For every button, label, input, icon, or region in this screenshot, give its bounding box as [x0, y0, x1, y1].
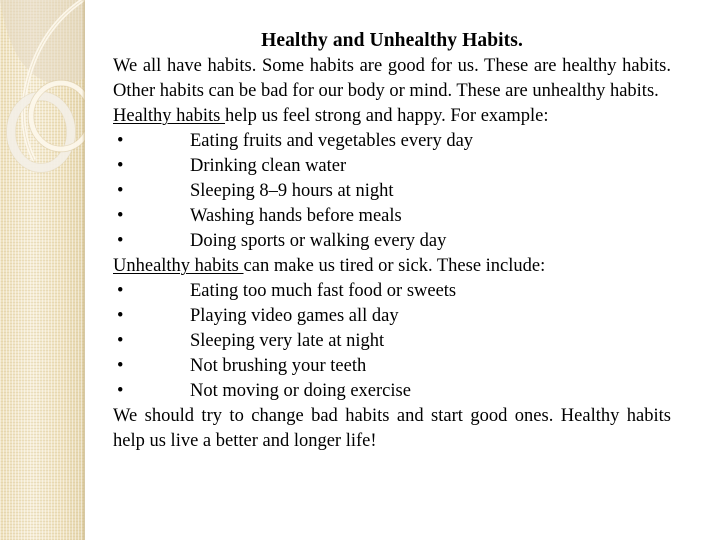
sidebar-ring-cream-inner-edge — [34, 86, 85, 146]
closing-paragraph: We should try to change bad habits and start good ones. Healthy habits help us live a better and longer life! — [113, 406, 671, 451]
unhealthy-habits-lead — [113, 254, 671, 279]
list-item-label: Not moving or doing exercise — [190, 381, 411, 401]
bullet-icon: • — [117, 331, 124, 351]
healthy-habits-underlined-term: Healthy habits — [113, 106, 226, 126]
unhealthy-habits-list — [113, 279, 671, 404]
list-item — [113, 329, 671, 354]
list-item-label: Drinking clean water — [190, 156, 347, 176]
list-item — [113, 179, 671, 204]
list-item — [113, 304, 671, 329]
list-item-label: Not brushing your teeth — [190, 356, 367, 376]
list-item-label: Sleeping 8–9 hours at night — [190, 181, 394, 201]
sidebar-rings-decoration — [0, 0, 85, 540]
bullet-icon: • — [117, 381, 124, 401]
bullet-icon: • — [117, 306, 124, 326]
list-item-label: Sleeping very late at night — [190, 331, 385, 351]
list-item-label: Playing video games all day — [190, 306, 399, 326]
sidebar-ring-cream-shape — [31, 83, 85, 149]
intro-paragraph: We all have habits. Some habits are good for us. These are healthy habits. Other habits can be bad for our body or mind. These are unhealthy habits. — [113, 56, 671, 101]
list-item-label: Doing sports or walking every day — [190, 231, 447, 251]
slide-title: Healthy and Unhealthy Habits. — [261, 30, 523, 51]
bullet-icon: • — [117, 231, 124, 251]
list-item — [113, 129, 671, 154]
unhealthy-habits-underlined-term: Unhealthy habits — [113, 256, 244, 276]
list-item-label: Eating too much fast food or sweets — [190, 281, 457, 301]
sidebar-ring-white-shape — [11, 96, 71, 168]
bullet-icon: • — [117, 206, 124, 226]
bullet-icon: • — [117, 181, 124, 201]
unhealthy-habits-lead-rest: can make us tired or sick. These include: — [243, 256, 546, 276]
list-item — [113, 279, 671, 304]
list-item — [113, 379, 671, 404]
bullet-icon: • — [117, 356, 124, 376]
healthy-habits-list — [113, 129, 671, 254]
bullet-icon: • — [117, 131, 124, 151]
healthy-habits-lead — [113, 104, 671, 129]
list-item — [113, 154, 671, 179]
slide-content-column — [113, 28, 671, 454]
sidebar-right-edge-shading — [82, 0, 85, 540]
list-item — [113, 229, 671, 254]
bullet-icon: • — [117, 156, 124, 176]
list-item — [113, 354, 671, 379]
bullet-icon: • — [117, 281, 124, 301]
list-item — [113, 204, 671, 229]
decorative-sidebar-panel — [0, 0, 85, 540]
healthy-habits-lead-rest: help us feel strong and happy. For example: — [225, 106, 549, 126]
list-item-label: Washing hands before meals — [190, 206, 402, 226]
list-item-label: Eating fruits and vegetables every day — [190, 131, 474, 151]
sidebar-ring-white-outer-edge — [7, 92, 76, 173]
